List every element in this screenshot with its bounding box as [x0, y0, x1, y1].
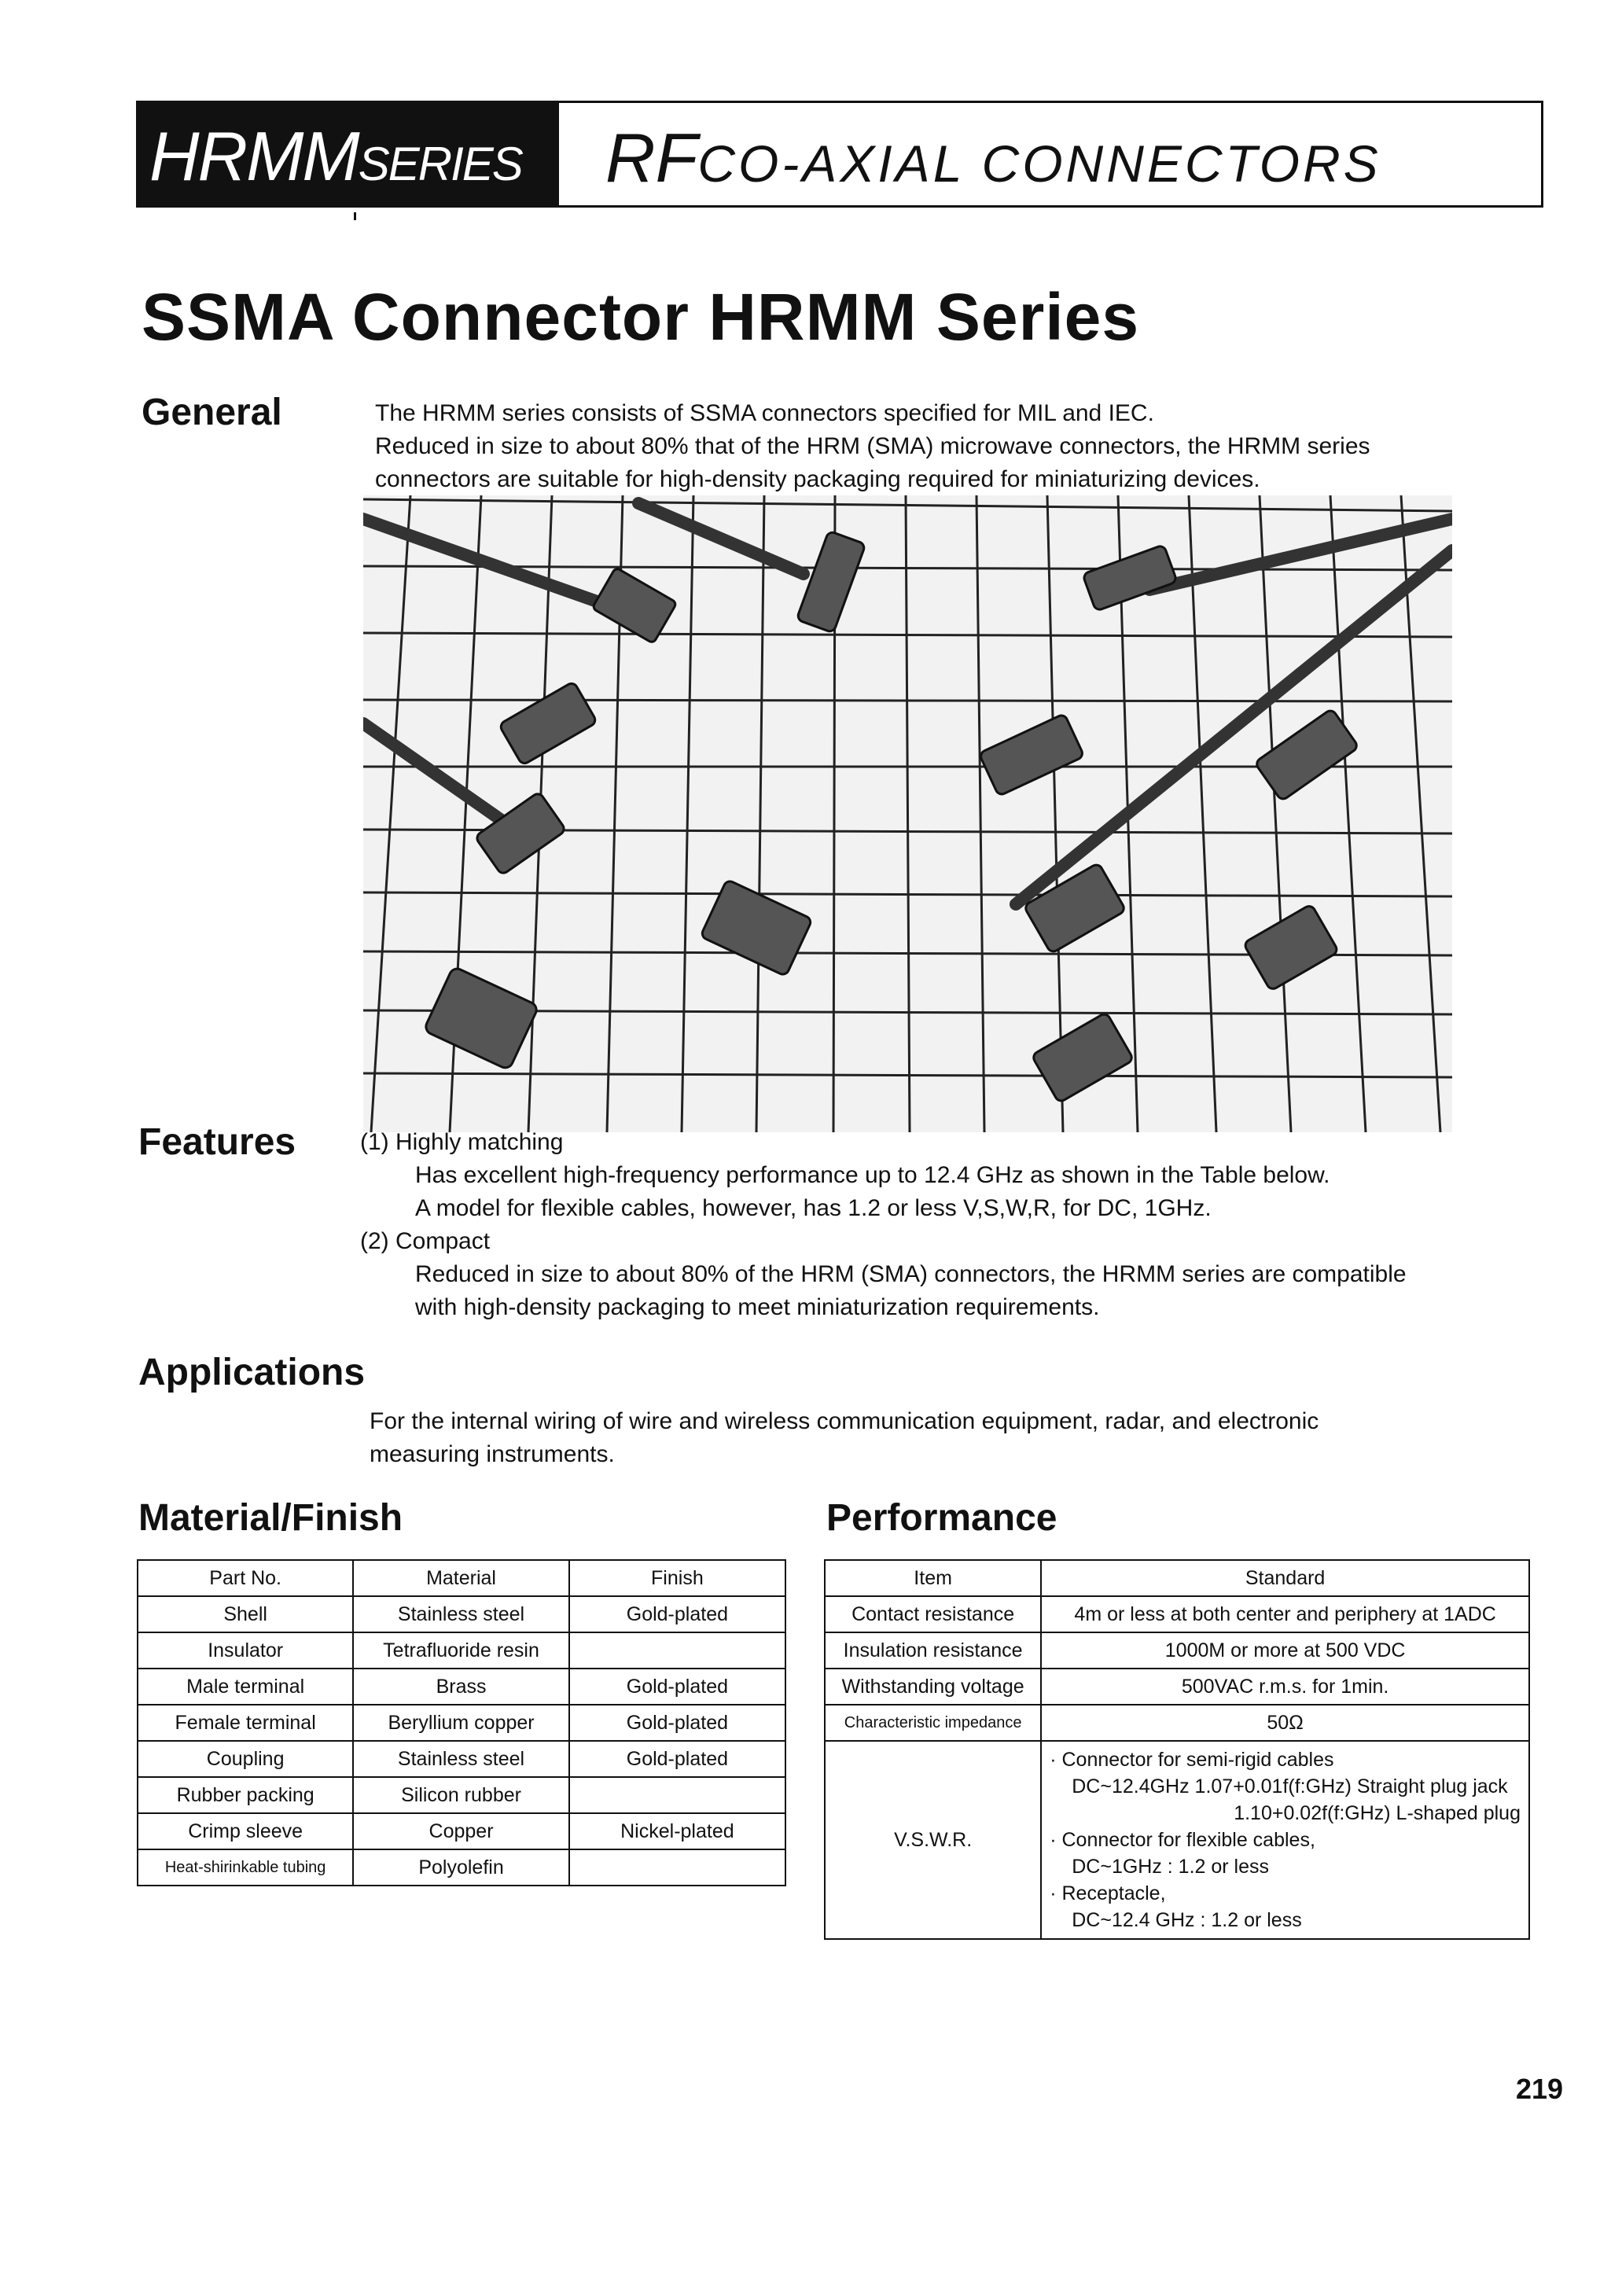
applications-line: measuring instruments. [370, 1441, 615, 1467]
item-cell: Characteristic impedance [825, 1705, 1041, 1741]
applications-text [370, 1405, 1319, 1471]
table-row [138, 1596, 785, 1632]
vswr-line: DC~12.4GHz 1.07+0.01f(f:GHz) Straight plug jack [1072, 1775, 1508, 1797]
vswr-cell [1041, 1741, 1529, 1939]
column-header: Standard [1041, 1560, 1529, 1596]
material-heading: Material/Finish [138, 1497, 403, 1539]
table-row [825, 1632, 1529, 1669]
column-header: Finish [569, 1560, 785, 1596]
table-row [138, 1741, 785, 1777]
material-cell: Silicon rubber [353, 1777, 568, 1813]
table-row [138, 1669, 785, 1705]
general-line: Reduced in size to about 80% that of the HRM (SMA) microwave connectors, the HRMM series [375, 433, 1370, 459]
vswr-line: 1.10+0.02f(f:GHz) L-shaped plug [1234, 1802, 1521, 1824]
column-header: Part No. [138, 1560, 353, 1596]
feature-title: (2) Compact [360, 1228, 491, 1254]
part-cell: Female terminal [138, 1705, 353, 1741]
table-row [138, 1813, 785, 1849]
part-cell: Coupling [138, 1741, 353, 1777]
standard-cell: 1000M or more at 500 VDC [1041, 1632, 1529, 1669]
material-cell: Beryllium copper [353, 1705, 568, 1741]
finish-cell: Nickel-plated [569, 1813, 785, 1849]
feature-line: Reduced in size to about 80% of the HRM (SMA) connectors, the HRMM series are compatible [415, 1261, 1407, 1287]
table-row [138, 1849, 785, 1886]
table-row [138, 1777, 785, 1813]
column-header: Material [353, 1560, 568, 1596]
feature-line: Has excellent high-frequency performance up to 12.4 GHz as shown in the Table below. [415, 1162, 1330, 1188]
table-header-row [138, 1560, 785, 1596]
item-cell: Withstanding voltage [825, 1669, 1041, 1705]
part-cell: Heat-shirinkable tubing [138, 1849, 353, 1886]
features-heading: Features [138, 1121, 296, 1163]
vswr-line: DC~1GHz : 1.2 or less [1072, 1856, 1270, 1878]
finish-cell [569, 1632, 785, 1669]
features-list [360, 1126, 1407, 1324]
material-cell: Polyolefin [353, 1849, 568, 1886]
finish-cell: Gold-plated [569, 1741, 785, 1777]
page-number: 219 [1516, 2073, 1564, 2105]
feature-line: with high-density packaging to meet miniaturization requirements. [415, 1294, 1100, 1320]
finish-cell: Gold-plated [569, 1705, 785, 1741]
finish-cell: Gold-plated [569, 1669, 785, 1705]
table-row [138, 1705, 785, 1741]
part-cell: Rubber packing [138, 1777, 353, 1813]
material-cell: Tetrafluoride resin [353, 1632, 568, 1669]
standard-cell: 4m or less at both center and periphery at 1ADC [1041, 1596, 1529, 1632]
table-header-row [825, 1560, 1529, 1596]
part-cell: Insulator [138, 1632, 353, 1669]
general-heading: General [142, 392, 282, 433]
item-cell: Insulation resistance [825, 1632, 1041, 1669]
material-cell: Copper [353, 1813, 568, 1849]
table-row [138, 1632, 785, 1669]
finish-cell: Gold-plated [569, 1596, 785, 1632]
general-line: The HRMM series consists of SSMA connectors specified for MIL and IEC. [375, 400, 1154, 426]
general-line: connectors are suitable for high-density packaging required for miniaturizing devices. [375, 466, 1260, 492]
standard-cell: 500VAC r.m.s. for 1min. [1041, 1669, 1529, 1705]
divider [354, 212, 356, 220]
part-cell: Crimp sleeve [138, 1813, 353, 1849]
applications-line: For the internal wiring of wire and wireless communication equipment, radar, and electronic [370, 1408, 1319, 1434]
material-cell: Stainless steel [353, 1741, 568, 1777]
column-header: Item [825, 1560, 1041, 1596]
table-row [825, 1596, 1529, 1632]
material-table [137, 1559, 786, 1886]
performance-heading: Performance [826, 1497, 1057, 1539]
vswr-line: · Receptacle, [1050, 1882, 1166, 1904]
table-row [825, 1741, 1529, 1939]
part-cell: Shell [138, 1596, 353, 1632]
series-label: HRMMSERIES [149, 117, 522, 195]
applications-heading: Applications [138, 1352, 366, 1393]
general-text [375, 397, 1370, 496]
category-title: RFCO-AXIAL CONNECTORS [605, 119, 1381, 197]
material-cell: Stainless steel [353, 1596, 568, 1632]
vswr-line: · Connector for flexible cables, [1050, 1829, 1315, 1851]
feature-title: (1) Highly matching [360, 1129, 564, 1155]
table-row [825, 1705, 1529, 1741]
finish-cell [569, 1849, 785, 1886]
page-title: SSMA Connector HRMM Series [142, 280, 1140, 354]
vswr-line: DC~12.4 GHz : 1.2 or less [1072, 1909, 1302, 1931]
item-cell: V.S.W.R. [825, 1741, 1041, 1939]
table-row [825, 1669, 1529, 1705]
item-cell: Contact resistance [825, 1596, 1041, 1632]
feature-line: A model for flexible cables, however, has 1.2 or less V,S,W,R, for DC, 1GHz. [415, 1195, 1212, 1221]
material-cell: Brass [353, 1669, 568, 1705]
standard-cell: 50Ω [1041, 1705, 1529, 1741]
vswr-line: · Connector for semi-rigid cables [1050, 1749, 1334, 1771]
finish-cell [569, 1777, 785, 1813]
product-photo [363, 495, 1452, 1132]
part-cell: Male terminal [138, 1669, 353, 1705]
performance-table [824, 1559, 1530, 1940]
